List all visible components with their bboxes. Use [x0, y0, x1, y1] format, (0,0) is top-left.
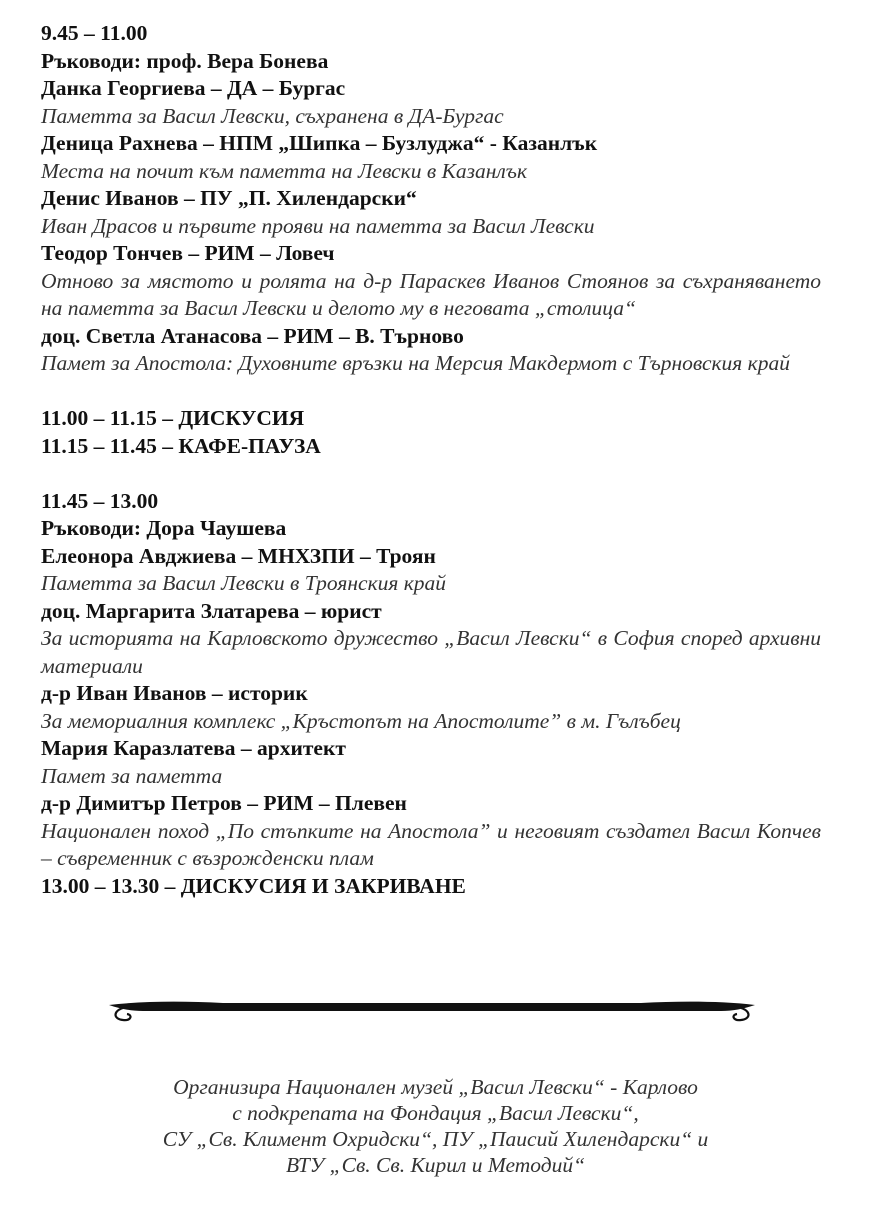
talk-speaker: доц. Светла Атанасова – РИМ – В. Търново	[41, 323, 464, 348]
organizer-footer	[0, 1074, 871, 1178]
footer-line: СУ „Св. Климент Охридски“, ПУ „Паисий Хилендарски“ и	[162, 1127, 709, 1151]
talk-speaker: Елеонора Авджиева – МНХЗПИ – Троян	[41, 543, 436, 568]
footer-line: с подкрепата на Фондация „Васил Левски“,	[232, 1101, 639, 1125]
footer-line: ВТУ „Св. Св. Кирил и Методий“	[285, 1153, 586, 1177]
talk-title: Паметта за Васил Левски, съхранена в ДА-Бургас	[41, 103, 504, 128]
talk-speaker: доц. Маргарита Златарева – юрист	[41, 598, 382, 623]
session2-chair: Ръководи: Дора Чаушева	[41, 516, 287, 540]
talk-title: Памет за паметта	[41, 763, 223, 788]
talk-speaker: д-р Димитър Петров – РИМ – Плевен	[41, 791, 407, 815]
coffee-break-slot: 11.15 – 11.45 – КАФЕ-ПАУЗА	[41, 433, 321, 458]
talk-title: Паметта за Васил Левски в Троянския край	[41, 571, 447, 595]
talk-speaker: Мария Каразлатева – архитект	[41, 736, 346, 760]
talk-title: Отново за мястото и ролята на д-р Параскев Иванов Стоянов за съхраняването на паметта за Васил Левски и делото му в неговата „столица“	[41, 268, 821, 320]
talk-speaker: д-р Иван Иванов – историк	[41, 681, 308, 705]
closing-slot: 13.00 – 13.30 – ДИСКУСИЯ И ЗАКРИВАНЕ	[41, 873, 466, 898]
ornamental-divider	[103, 995, 761, 1029]
footer-line: Организира Национален музей „Васил Левски“ - Карлово	[173, 1075, 698, 1099]
talk-title: Национален поход „По стъпките на Апостола” и неговият създател Васил Копчев – съвременник с възрожденски плам	[41, 818, 821, 870]
talk-speaker: Теодор Тончев – РИМ – Ловеч	[41, 241, 335, 265]
talk-title: Иван Драсов и първите прояви на паметта за Васил Левски	[41, 213, 595, 238]
program-page	[41, 20, 821, 900]
talk-speaker: Деница Рахнева – НПМ „Шипка – Бузлуджа“ - Казанлък	[41, 131, 598, 155]
session1-chair: Ръководи: проф. Вера Бонева	[41, 48, 329, 73]
talk-speaker: Данка Георгиева – ДА – Бургас	[41, 76, 346, 100]
talk-title: Места на почит към паметта на Левски в Казанлък	[41, 158, 527, 183]
talk-title: Памет за Апостола: Духовните връзки на Мерсия Макдермот с Търновския край	[41, 351, 790, 375]
session2-time: 11.45 – 13.00	[41, 488, 159, 513]
talk-title: За историята на Карловското дружество „Васил Левски“ в София според архивни материали	[41, 626, 821, 678]
talk-title: За мемориалния комплекс „Кръстопът на Апостолите” в м. Гълъбец	[41, 708, 681, 733]
talk-speaker: Денис Иванов – ПУ „П. Хилендарски“	[41, 186, 417, 210]
session1-time: 9.45 – 11.00	[41, 21, 148, 45]
discussion-slot: 11.00 – 11.15 – ДИСКУСИЯ	[41, 406, 305, 430]
